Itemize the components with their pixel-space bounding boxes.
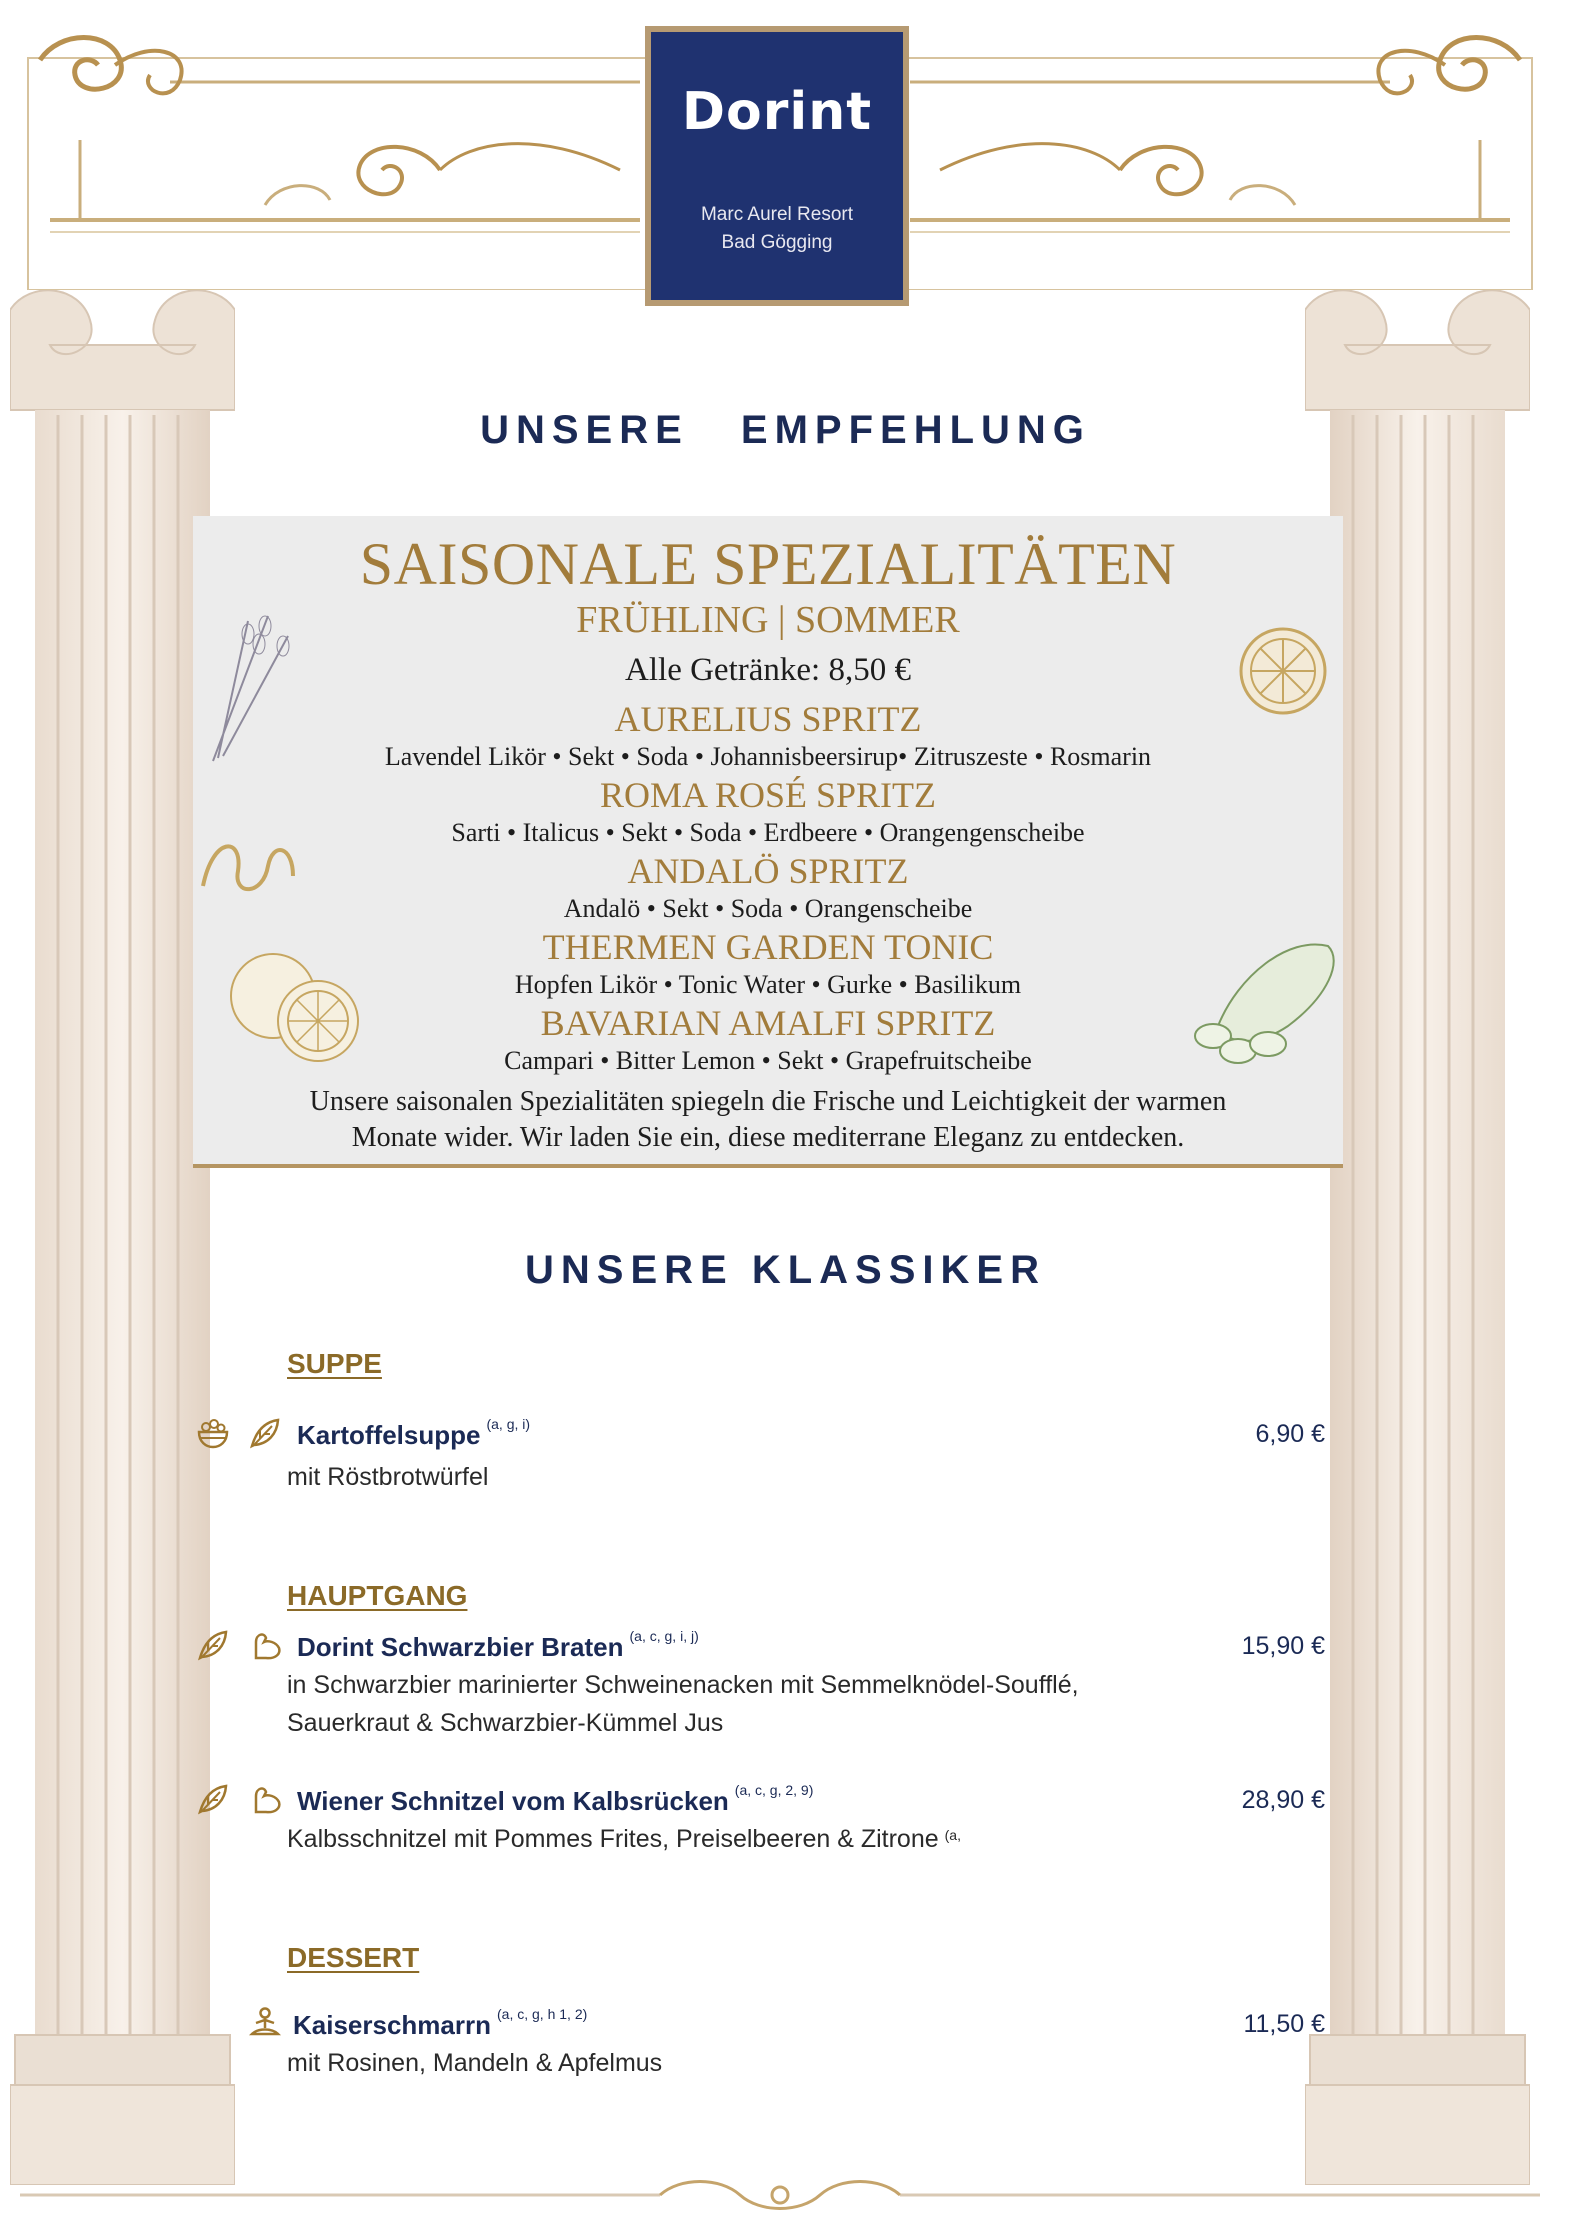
seasonal-note-line2: Monate wider. Wir laden Sie ein, diese mediterrane Eleganz zu entdecken. (351, 1122, 1185, 1153)
menu-item-description: in Schwarzbier marinierter Schweinenacken mit Semmelknödel-Soufflé, (287, 1671, 1079, 1699)
menu-item-name: Kartoffelsuppe $^{(a, g, i)}$ (297, 1416, 531, 1450)
menu-item-description: Sauerkraut & Schwarzbier-Kümmel Jus (287, 1709, 724, 1737)
bottom-ornament (20, 2175, 1540, 2215)
drink-ingredients: Andalö • Sekt • Soda • Orangenscheibe (563, 894, 973, 923)
seasonal-specials-banner (193, 516, 1343, 1168)
drink-name: ROMA ROSÉ SPRITZ (599, 775, 937, 815)
seasonal-season: FRÜHLING | SOMMER (576, 599, 960, 641)
allergen-codes: (a, c, g, i, j) (629, 1628, 699, 1644)
drink-name: THERMEN GARDEN TONIC (542, 927, 994, 967)
drink-name: ANDALÖ SPRITZ (627, 851, 909, 891)
vegetarian-leaf-icon (248, 1416, 282, 1450)
drink-name: BAVARIAN AMALFI SPRITZ (540, 1003, 996, 1043)
menu-item-price: 15,90 € (1241, 1632, 1325, 1660)
category-soup: SUPPE (287, 1348, 382, 1379)
banner-divider (193, 1164, 1343, 1168)
allergen-codes: (a, (944, 1827, 961, 1843)
dorint-logo (645, 26, 909, 306)
drink-ingredients: Campari • Bitter Lemon • Sekt • Grapefruitscheibe (504, 1046, 1032, 1075)
drink-ingredients: Sarti • Italicus • Sekt • Soda • Erdbeere • Orangengenscheibe (451, 818, 1085, 847)
recommendation-heading: UNSERE EMPFEHLUNG (480, 408, 1091, 452)
menu-item-description: mit Rosinen, Mandeln & Apfelmus (287, 2049, 663, 2077)
menu-item-price: 28,90 € (1241, 1786, 1325, 1814)
menu-item-description: mit Röstbrotwürfel (287, 1463, 489, 1491)
logo-location: Bad Gögging (721, 232, 833, 253)
menu-item-name: Kaiserschmarrn $^{(a, c, g, h 1, 2)}$ (293, 2006, 588, 2040)
seasonal-price-note: Alle Getränke: 8,50 € (625, 652, 911, 688)
strong-arm-icon (250, 1782, 284, 1816)
classics-heading: UNSERE KLASSIKER (525, 1248, 1046, 1292)
seasonal-note-line1: Unsere saisonalen Spezialitäten spiegeln die Frische und Leichtigkeit der warmen (309, 1086, 1227, 1117)
seasonal-title: SAISONALE SPEZIALITÄTEN (359, 531, 1177, 597)
drink-name: AURELIUS SPRITZ (614, 699, 922, 739)
menu-item-name: Wiener Schnitzel vom Kalbsrücken $^{(a, c, g, 2, 9)}$ (297, 1782, 814, 1816)
menu-item-description: Kalbsschnitzel mit Pommes Frites, Preiselbeeren & Zitrone $^{(a,}$ (287, 1825, 961, 1853)
menu-item-price: 6,90 € (1255, 1420, 1325, 1448)
menu-item-price: 11,50 € (1243, 2010, 1325, 2038)
soup-bowl-icon (196, 1416, 230, 1450)
logo-wordmark: Dorint (681, 82, 873, 142)
leaf-icon (196, 1782, 230, 1816)
allergen-codes: (a, g, i) (486, 1416, 531, 1432)
meditation-icon (248, 2006, 282, 2040)
category-main-course: HAUPTGANG (287, 1580, 468, 1611)
drink-ingredients: Hopfen Likör • Tonic Water • Gurke • Basilikum (514, 970, 1022, 999)
allergen-codes: (a, c, g, 2, 9) (734, 1782, 814, 1798)
logo-resort-name: Marc Aurel Resort (700, 204, 854, 225)
strong-arm-icon (250, 1628, 284, 1662)
category-dessert: DESSERT (287, 1942, 420, 1973)
menu-item-name: Dorint Schwarzbier Braten $^{(a, c, g, i, j)}$ (297, 1628, 699, 1662)
drink-ingredients: Lavendel Likör • Sekt • Soda • Johannisbeersirup• Zitruszeste • Rosmarin (384, 742, 1152, 771)
allergen-codes: (a, c, g, h 1, 2) (497, 2006, 588, 2022)
leaf-icon (196, 1628, 230, 1662)
